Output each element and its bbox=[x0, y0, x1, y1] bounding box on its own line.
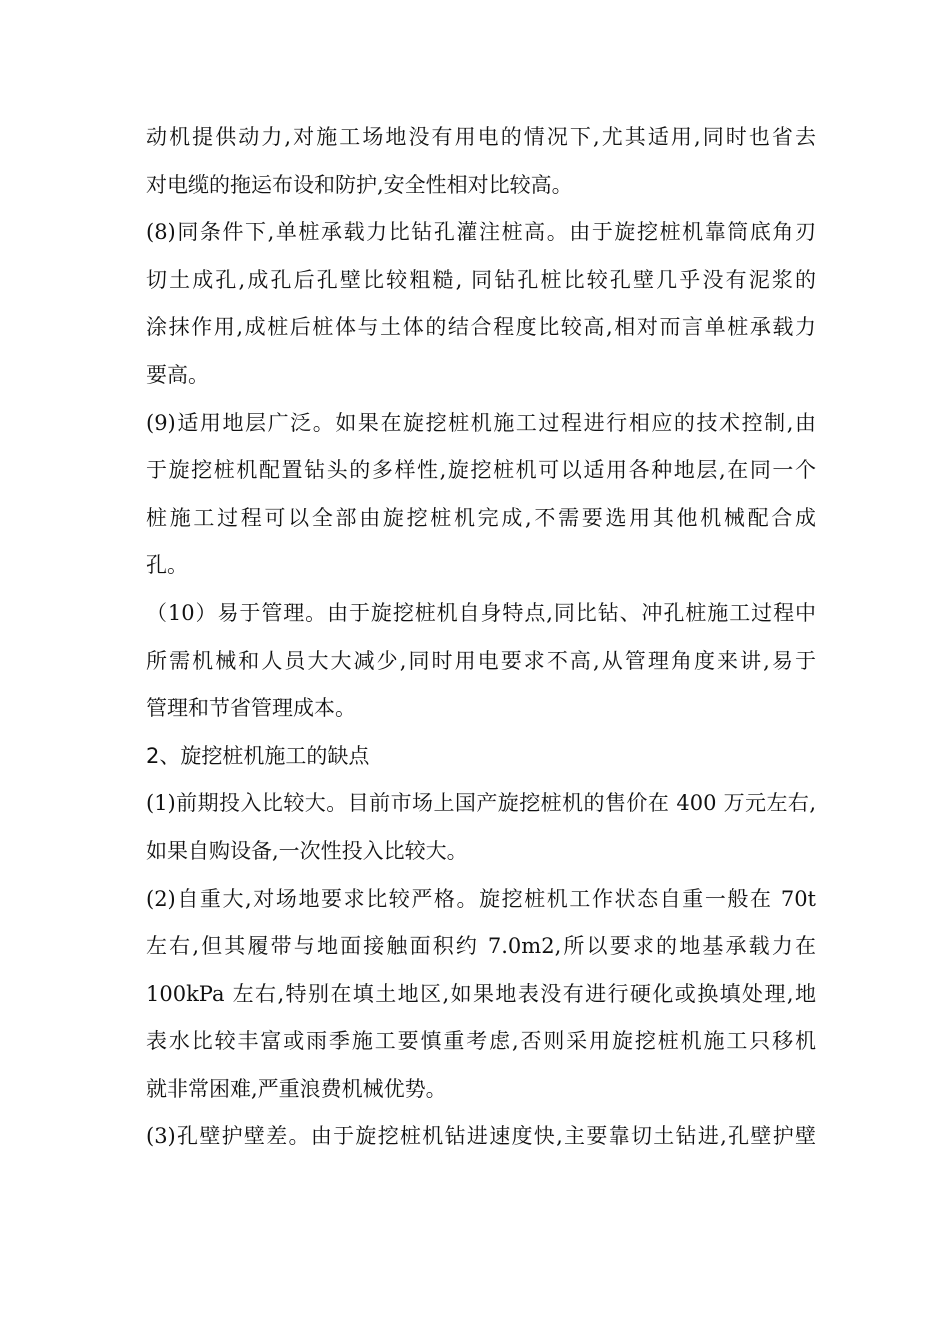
text-line: 管理和节省管理成本。 bbox=[146, 696, 356, 721]
text-line: (9)适用地层广泛。如果在旋挖桩机施工过程进行相应的技术控制,由 bbox=[146, 410, 816, 435]
text-line: (2)自重大,对场地要求比较严格。旋挖桩机工作状态自重一般在 70t bbox=[146, 886, 816, 911]
text-line: 如果自购设备,一次性投入比较大。 bbox=[146, 838, 468, 863]
text-line: 对电缆的拖运布设和防护,安全性相对比较高。 bbox=[146, 172, 573, 197]
section-heading: 2、旋挖桩机施工的缺点 bbox=[146, 743, 370, 768]
text-line: 100kPa 左右,特别在填土地区,如果地表没有进行硬化或换填处理,地 bbox=[146, 981, 816, 1006]
text-line: 切土成孔,成孔后孔壁比较粗糙, 同钻孔桩比较孔壁几乎没有泥浆的 bbox=[146, 267, 816, 292]
text-line: (3)孔壁护壁差。由于旋挖桩机钻进速度快,主要靠切土钻进,孔壁护壁 bbox=[146, 1124, 816, 1149]
text-line: 动机提供动力,对施工场地没有用电的情况下,尤其适用,同时也省去 bbox=[146, 125, 816, 149]
text-line: 就非常困难,严重浪费机械优势。 bbox=[146, 1076, 447, 1101]
text-line: 于旋挖桩机配置钻头的多样性,旋挖桩机可以适用各种地层,在同一个 bbox=[146, 458, 816, 483]
text-line: （10）易于管理。由于旋挖桩机自身特点,同比钻、冲孔桩施工过程中 bbox=[146, 600, 816, 625]
text-line: (1)前期投入比较大。目前市场上国产旋挖桩机的售价在 400 万元左右, bbox=[146, 791, 816, 816]
text-line: 涂抹作用,成桩后桩体与土体的结合程度比较高,相对而言单桩承载力 bbox=[146, 315, 816, 340]
text-line: 左右,但其履带与地面接触面积约 7.0m2,所以要求的地基承载力在 bbox=[146, 934, 816, 959]
text-line: (8)同条件下,单桩承载力比钻孔灌注桩高。由于旋挖桩机靠筒底角刃 bbox=[146, 220, 816, 245]
text-line: 要高。 bbox=[146, 362, 209, 387]
document-body bbox=[146, 114, 816, 1161]
text-line: 所需机械和人员大大减少,同时用电要求不高,从管理角度来讲,易于 bbox=[146, 648, 816, 673]
text-line: 桩施工过程可以全部由旋挖桩机完成,不需要选用其他机械配合成 bbox=[146, 505, 816, 530]
text-line: 表水比较丰富或雨季施工要慎重考虑,否则采用旋挖桩机施工只移机 bbox=[146, 1029, 816, 1054]
text-line: 孔。 bbox=[146, 553, 188, 578]
